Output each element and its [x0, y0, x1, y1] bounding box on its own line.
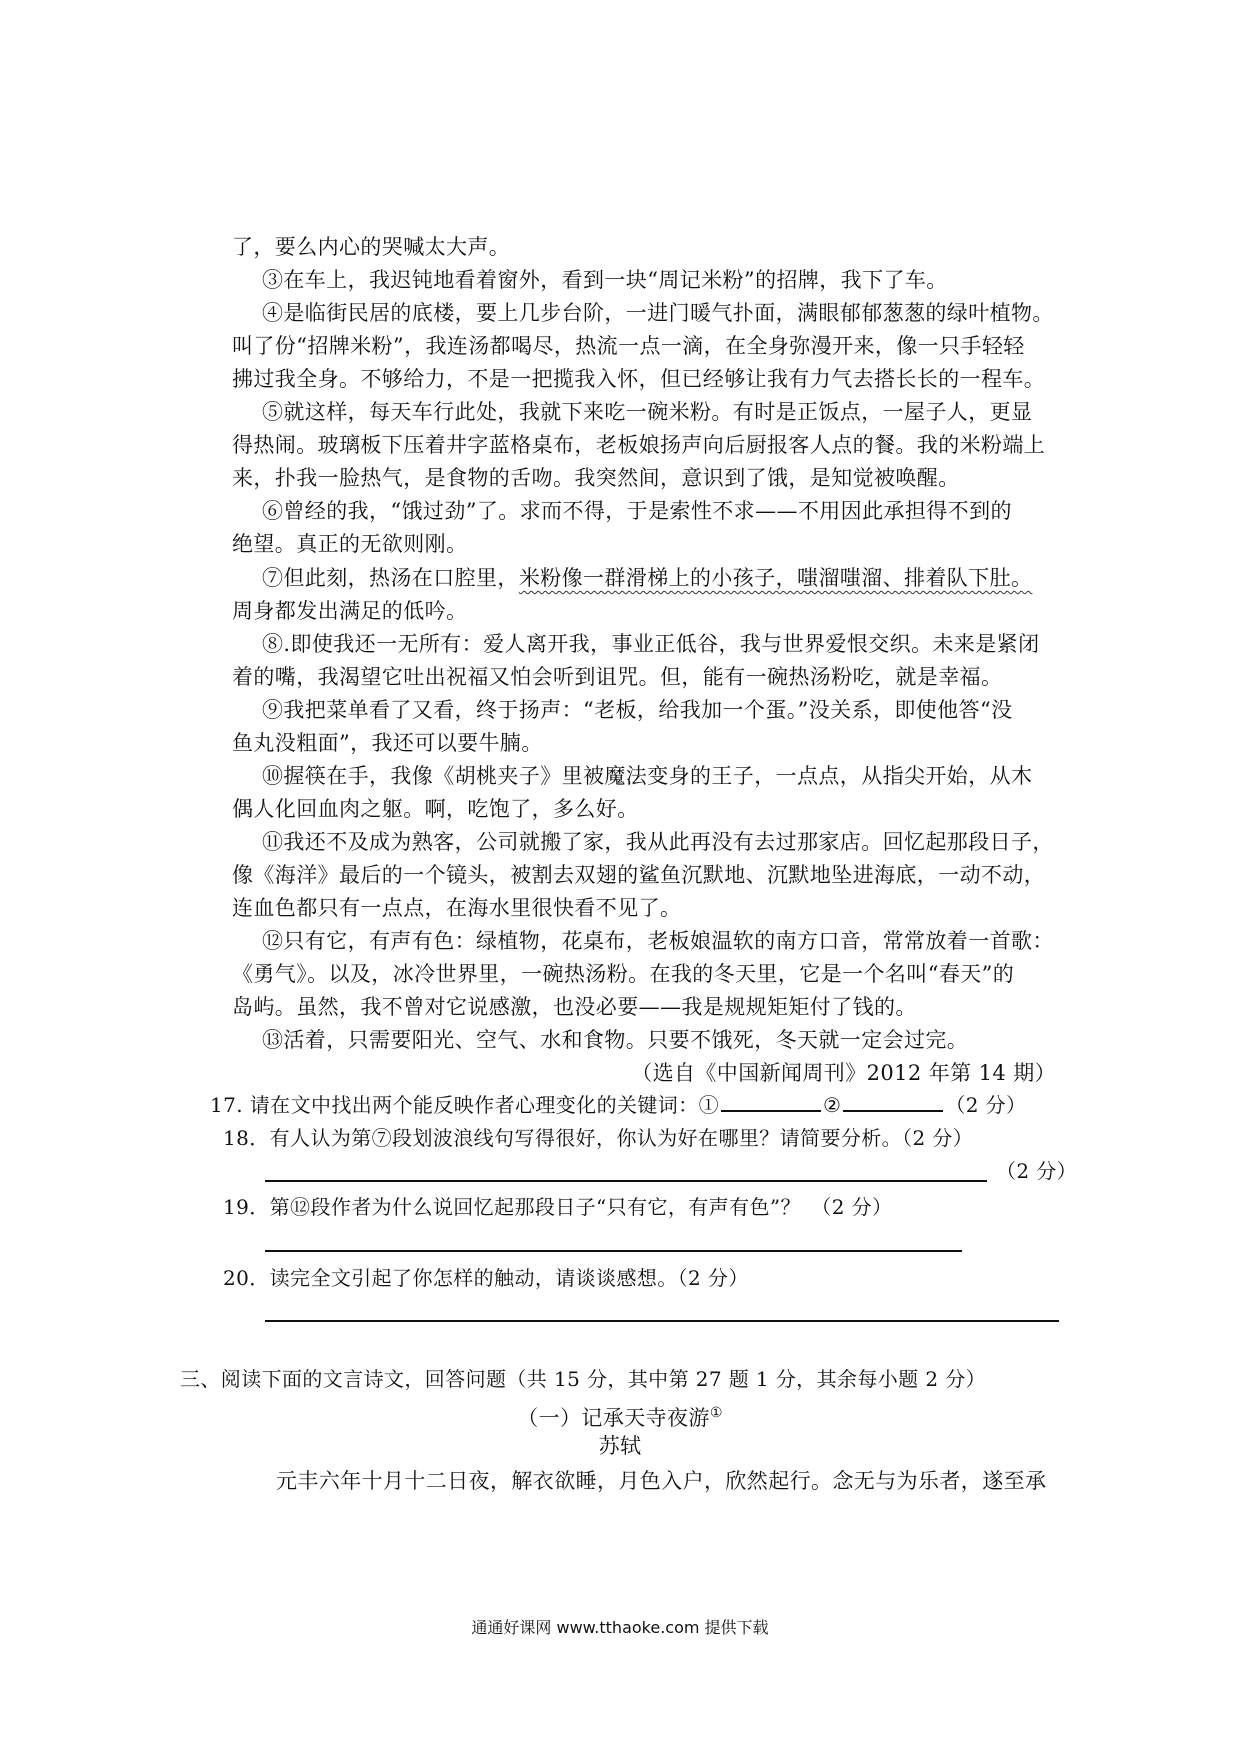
- paragraph-6-line-1: ⑥曾经的我，“饿过劲”了。求而不得，于是索性不求——不用因此承担得不到的: [262, 499, 1012, 523]
- paragraph-4-line-2: 叫了份“招牌米粉”，我连汤都喝尽，热流一点一滴，在全身弥漫开来，像一只手轻轻: [232, 334, 1025, 358]
- page-footer: 通通好课网 www.tthaoke.com 提供下载: [471, 1618, 769, 1637]
- paragraph-9-line-1: ⑨我把菜单看了又看，终于扬声：“老板，给我加一个蛋。”没关系，即使他答“没: [262, 698, 1013, 722]
- paragraph-11-line-1: ⑪我还不及成为熟客，公司就搬了家，我从此再没有去过那家店。回忆起那段日子，: [262, 830, 1054, 854]
- paragraph-7-line-1: [262, 563, 1032, 593]
- question-17: [210, 1090, 1026, 1120]
- question-17-text: 17. 请在文中找出两个能反映作者心理变化的关键词：①: [210, 1093, 719, 1117]
- answer-blank-1[interactable]: [721, 1092, 821, 1112]
- paragraph-9-line-2: 鱼丸没粗面”，我还可以要牛腩。: [232, 731, 543, 755]
- paragraph-3: ③在车上，我迟钝地看着窗外，看到一块“周记米粉”的招牌，我下了车。: [262, 268, 948, 292]
- paragraph-5-line-3: 来，扑我一脸热气，是食物的舌吻。我突然间，意识到了饿，是知觉被唤醒。: [232, 466, 960, 490]
- answer-blank-2[interactable]: [843, 1092, 943, 1112]
- footnote-mark: ①: [709, 1405, 723, 1421]
- question-20: 20．读完全文引起了你怎样的触动，请谈谈感想。（2 分）: [223, 1266, 749, 1290]
- passage-line: 了，要么内心的哭喊太大声。: [232, 235, 511, 259]
- poem-author: 苏轼: [598, 1434, 642, 1458]
- source-citation: （选自《中国新闻周刊》2012 年第 14 期）: [631, 1061, 1056, 1085]
- paragraph-12-line-1: ⑫只有它，有声有色：绿植物，花桌布，老板娘温软的南方口音，常常放着一首歌：: [262, 929, 1054, 953]
- paragraph-13: ⑬活着，只需要阳光、空气、水和食物。只要不饿死，冬天就一定会过完。: [262, 1028, 969, 1052]
- paragraph-11-line-3: 连血色都只有一点点，在海水里很快看不见了。: [232, 896, 682, 920]
- poem-title-text: （一）记承天寺夜游: [517, 1406, 710, 1430]
- paragraph-11-line-2: 像《海洋》最后的一个镜头，被割去双翅的鲨鱼沉默地、沉默地坠进海底，一动不动，: [232, 863, 1046, 887]
- answer-line-20[interactable]: [265, 1320, 1059, 1322]
- question-19: 19．第⑫段作者为什么说回忆起那段日子“只有它，有声有色”？ （2 分）: [223, 1195, 893, 1219]
- paragraph-10-line-2: 偶人化回血肉之躯。啊，吃饱了，多么好。: [232, 797, 639, 821]
- poem-title: [0, 1398, 1240, 1433]
- paragraph-4-line-3: 拂过我全身。不够给力，不是一把揽我入怀，但已经够让我有力气去搭长长的一程车。: [232, 367, 1046, 391]
- paragraph-5-line-2: 得热闹。玻璃板下压着井字蓝格桌布，老板娘扬声向后厨报客人点的餐。我的米粉端上: [232, 433, 1046, 457]
- answer-line-18[interactable]: [265, 1180, 987, 1182]
- question-17-score: （2 分）: [945, 1093, 1027, 1117]
- paragraph-12-line-3: 岛屿。虽然，我不曾对它说感激，也没必要——我是规规矩矩付了钱的。: [232, 995, 917, 1019]
- classical-text-line-1: 元丰六年十月十二日夜，解衣欲睡，月色入户，欣然起行。念无与为乐者，遂至承: [276, 1469, 1047, 1493]
- paragraph-6-line-2: 绝望。真正的无欲则刚。: [232, 532, 468, 556]
- question-18-score: （2 分）: [996, 1159, 1078, 1183]
- question-17-mid: ②: [822, 1093, 842, 1117]
- paragraph-8-line-2: 着的嘴，我渴望它吐出祝福又怕会听到诅咒。但，能有一碗热汤粉吃，就是幸福。: [232, 665, 1003, 689]
- paragraph-12-line-2: 《勇气》。以及，冰冷世界里，一碗热汤粉。在我的冬天里，它是一个名叫“春天”的: [232, 962, 1015, 986]
- paragraph-8-line-1: ⑧.即使我还一无所有：爱人离开我，事业正低谷，我与世界爱恨交织。未来是紧闭: [262, 632, 1040, 656]
- answer-line-19[interactable]: [265, 1250, 962, 1252]
- paragraph-10-line-1: ⑩握筷在手，我像《胡桃夹子》里被魔法变身的王子，一点点，从指尖开始，从木: [262, 764, 1033, 788]
- paragraph-5-line-1: ⑤就这样，每天车行此处，我就下来吃一碗米粉。有时是正饭点，一屋子人，更显: [262, 400, 1033, 424]
- paragraph-7-intro: ⑦但此刻，热汤在口腔里，: [262, 566, 519, 590]
- paragraph-7-line-2: 周身都发出满足的低吟。: [232, 599, 468, 623]
- wavy-underlined-sentence: 米粉像一群滑梯上的小孩子，嗤溜嗤溜、排着队下肚。: [518, 566, 1033, 590]
- question-18: 18．有人认为第⑦段划波浪线句写得很好，你认为好在哪里？请简要分析。（2 分）: [223, 1126, 974, 1150]
- paragraph-4-line-1: ④是临街民居的底楼，要上几步台阶，一进门暖气扑面，满眼郁郁葱葱的绿叶植物。: [262, 301, 1054, 325]
- section-3-heading: 三、阅读下面的文言诗文，回答问题（共 15 分，其中第 27 题 1 分，其余每小题 2 分）: [180, 1367, 987, 1391]
